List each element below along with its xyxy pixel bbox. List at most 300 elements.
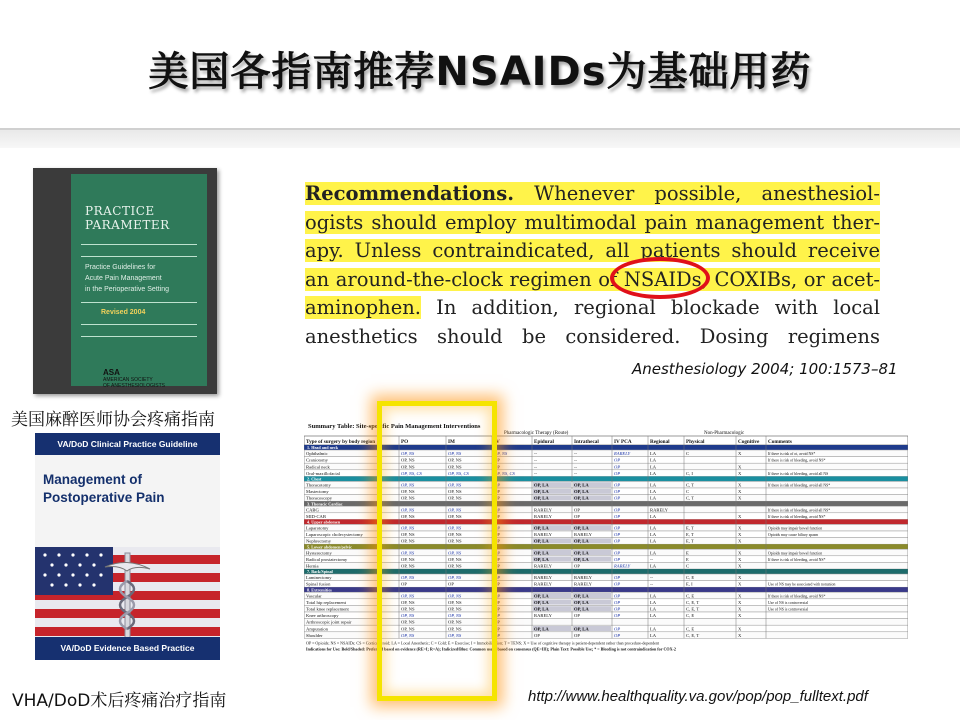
table-cell-text: OP: [448, 581, 454, 587]
table-cell-text: OP: [614, 538, 621, 544]
table-cell-text: OP, NS: [448, 613, 462, 619]
table-cell-text: If there is risk of bleeding, avoid NS*: [768, 514, 826, 519]
table-cell-text: Amputation: [306, 626, 328, 632]
table-cell-text: OP, NS: [448, 482, 462, 488]
table-cell-text: LA: [650, 464, 657, 470]
table-cell-text: Vascular: [306, 593, 322, 599]
table-cell-text: OP: [614, 550, 621, 556]
vadod-cover-title-line2: Postoperative Pain: [43, 490, 165, 505]
table-cell-text: OP, NS: [448, 451, 462, 457]
table-cell-text: OP, LA: [534, 606, 549, 612]
title-divider: [0, 128, 960, 148]
slide-title: 美国各指南推荐NSAIDs为基础用药: [148, 49, 812, 95]
excerpt-line: [305, 209, 880, 238]
vadod-guideline-cover: [35, 433, 220, 660]
table-cell-text: X: [738, 513, 742, 519]
pain-management-summary-table: [304, 420, 908, 668]
table-cell-text: OP: [494, 593, 501, 599]
flag-caduceus-image: [35, 547, 220, 639]
table-cell-text: OP, NS: [401, 457, 415, 463]
table-cell-text: LA: [650, 599, 657, 605]
table-cell-text: OP, NS: [401, 507, 415, 513]
table-cell-text: X: [738, 495, 742, 501]
table-cell-text: Hysterectomy: [306, 550, 332, 556]
table-header-cell: Type of surgery by body region: [306, 439, 376, 445]
table-cell-text: C, T: [686, 495, 695, 501]
table-cell-text: E, T: [686, 532, 694, 538]
cover-rule: [81, 256, 197, 257]
table-cell-text: OP: [614, 513, 621, 519]
table-cell-text: OP, LA: [574, 593, 589, 599]
table-cell-text: --: [574, 464, 578, 470]
table-cell-text: OP, NS: [401, 464, 415, 470]
table-cell-text: X: [738, 563, 742, 569]
table-cell-text: OP: [614, 464, 621, 470]
table-header-cell: IV PCA: [614, 439, 632, 445]
table-cell-text: OP, NS: [401, 482, 415, 488]
table-cell-text: LA: [650, 550, 657, 556]
cover-heading: [85, 204, 170, 232]
cover-rule: [81, 302, 197, 303]
cover-heading-line1: PRACTICE: [85, 204, 155, 218]
table-cell-text: OP, NS: [401, 563, 415, 569]
asa-logo-mark: ASA: [103, 368, 120, 377]
table-cell-text: OP, LA: [574, 550, 589, 556]
journal-citation: Anesthesiology 2004; 100:1573–81: [632, 360, 898, 378]
table-header-row: [304, 436, 908, 445]
table-cell-text: RARELY: [534, 563, 552, 569]
table-cell-text: C, E: [686, 626, 695, 632]
vadod-cover-title-line1: Management of: [43, 472, 143, 487]
table-cell-text: OP, NS: [401, 451, 415, 457]
excerpt-text: Whenever possible, anesthesiol-: [513, 182, 880, 205]
table-cell-text: LA: [650, 593, 657, 599]
table-cell-text: OP, NS: [494, 451, 508, 457]
table-cell-text: --: [650, 556, 654, 562]
table-cell-text: C: [686, 451, 690, 457]
table-cell-text: Opioids may cause biliary spasm: [768, 533, 819, 538]
table-cell-text: X: [738, 599, 742, 605]
table-cell-text: X: [738, 606, 742, 612]
table-cell-text: LA: [650, 632, 657, 638]
table-cell-text: LA: [650, 532, 657, 538]
table-row: [304, 612, 908, 619]
table-cell-text: RARELY: [574, 581, 592, 587]
table-cell-text: OP: [614, 575, 621, 581]
table-cell-text: X: [738, 550, 742, 556]
table-cell-text: OP, NS: [401, 550, 415, 556]
table-cell-text: Radical neck: [306, 464, 330, 470]
table-section-band: [304, 569, 908, 574]
excerpt-highlight: an around-the-clock regimen of NSAIDs, COXIBs, or acet-: [305, 267, 880, 291]
table-cell-text: OP, LA: [534, 593, 549, 599]
table-cell-text: OP: [494, 550, 501, 556]
excerpt-line: [305, 323, 880, 352]
table-cell-text: OP, NS: [401, 489, 415, 495]
table-cell-text: Laparotomy: [306, 525, 329, 531]
table-cell-text: LA: [650, 626, 657, 632]
table-cell-text: C, E, T: [686, 606, 700, 612]
table-cell-text: RARELY: [534, 513, 552, 519]
table-cell-text: --: [574, 470, 578, 476]
table-cell-text: If there is risk of bleeding, avoid all NS*: [768, 483, 831, 488]
table-section-label: 7. Back/Spinal: [307, 569, 333, 575]
excerpt-highlight: ogists should employ multimodal pain management ther-: [305, 210, 880, 234]
table-cell-text: --: [574, 451, 578, 457]
table-cell-text: OP: [614, 470, 621, 476]
vadod-cover-footer: VA/DoD Evidence Based Practice: [35, 637, 220, 660]
table-cell-text: If there is risk of ot, avoid NS*: [768, 452, 816, 457]
table-cell-text: OP, NS: [448, 626, 462, 632]
cover-rule: [81, 324, 197, 325]
table-cell-text: OP, NS: [401, 613, 415, 619]
table-cell-text: OP, LA: [534, 482, 549, 488]
table-header-cell: IM: [448, 439, 455, 445]
vadod-cover-header: VA/DoD Clinical Practice Guideline: [35, 433, 220, 455]
table-cell-text: Mastectomy: [306, 489, 329, 495]
excerpt-line: [305, 237, 880, 266]
table-cell-text: Laminectomy: [306, 575, 332, 581]
table-cell-text: Thoracoscopy: [306, 495, 333, 501]
table-cell-text: X: [738, 489, 742, 495]
table-cell-text: RARELY: [534, 507, 552, 513]
table-header-cell: Intrathecal: [574, 439, 599, 445]
table-cell-text: LA: [650, 470, 657, 476]
table-cell-text: OP: [494, 619, 500, 625]
table-cell-text: RARELY: [534, 532, 552, 538]
recommendation-excerpt: [305, 180, 880, 351]
table-cell-text: OP: [494, 606, 500, 612]
cover-heading-line2: PARAMETER: [85, 218, 170, 232]
table-cell-text: OP: [614, 482, 621, 488]
table-row: [304, 463, 908, 470]
excerpt-line: [305, 180, 880, 209]
table-cell-text: OP: [574, 632, 580, 638]
table-cell-text: OP: [614, 556, 621, 562]
table-cell-text: --: [574, 457, 578, 463]
asa-guideline-caption: 美国麻醉医师协会疼痛指南: [11, 410, 215, 430]
table-cell-text: OP, NS: [448, 606, 462, 612]
table-cell-text: OP: [614, 525, 621, 531]
table-cell-text: LA: [650, 457, 657, 463]
table-row: [304, 619, 908, 626]
table-cell-text: OP, LA: [574, 489, 589, 495]
table-header-cell: PO: [401, 439, 409, 445]
table-cell-text: Total knee replacement: [306, 606, 349, 612]
table-section-label: 5. Lower abdomen/pelvic: [307, 544, 352, 550]
table-cell-text: OP, NS: [401, 575, 415, 581]
table-cell-text: OP, NS, CS: [494, 470, 515, 476]
vadod-cover-title: [43, 471, 165, 507]
table-cell-text: OP, NS: [401, 525, 415, 531]
table-cell-text: OP, LA: [534, 550, 549, 556]
table-cell-text: --: [534, 464, 538, 470]
table-cell-text: OP: [494, 532, 500, 538]
table-cell-text: OP, LA: [534, 599, 549, 605]
table-cell-text: LA: [650, 563, 657, 569]
table-cell-text: OP: [574, 507, 580, 513]
table-row: [304, 562, 908, 569]
table-header-cell: Regional: [650, 439, 670, 445]
table-section-label: 8. Extremities: [307, 587, 332, 593]
table-cell-text: LA: [650, 538, 657, 544]
table-cell-text: OP: [574, 563, 580, 569]
table-cell-text: OP: [494, 626, 500, 632]
table-cell-text: OP: [494, 538, 500, 544]
table-cell-text: OP: [494, 632, 501, 638]
table-cell-text: OP: [614, 507, 621, 513]
table-cell-text: OP, NS, CS: [401, 470, 422, 476]
table-cell-text: Craniotomy: [306, 457, 328, 463]
asa-logo: [103, 370, 165, 389]
table-cell-text: OP, LA: [534, 538, 549, 544]
table-cell-text: OP: [494, 599, 500, 605]
excerpt-bold-lead: Recommendations.: [305, 182, 514, 205]
cover-subtitle-line2: Acute Pain Management: [85, 275, 162, 282]
table-cell-text: OP, LA: [574, 495, 589, 501]
table-cell-text: X: [738, 613, 742, 619]
table-header-cell: Physical: [686, 439, 705, 445]
table-cell-text: LA: [650, 451, 657, 457]
table-cell-text: OP, NS: [401, 532, 415, 538]
table-cell-text: OP: [614, 626, 621, 632]
table-title: Summary Table: Site-specific Pain Management Interventions: [308, 423, 481, 430]
table-section-band: [304, 544, 908, 549]
table-cell-text: Radical prostatectomy: [306, 556, 348, 562]
table-section-band: [304, 445, 908, 450]
table-cell-text: OP: [494, 513, 500, 519]
cover-rule: [81, 336, 197, 337]
table-cell-text: OP, LA: [534, 556, 549, 562]
table-cell-text: RARELY: [534, 613, 552, 619]
table-cell-text: OP: [494, 489, 500, 495]
table-section-band: [304, 501, 908, 506]
table-cell-text: OP: [614, 593, 621, 599]
table-cell-text: OP, NS: [401, 626, 415, 632]
table-cell-text: OP, NS: [401, 632, 415, 638]
table-cell-text: OP, NS: [448, 464, 462, 470]
excerpt-text: anesthetics should be considered. Dosing regimens: [305, 324, 880, 348]
table-cell-text: OP: [494, 457, 500, 463]
table-cell-text: Total hip replacement: [306, 599, 346, 605]
table-cell-text: X: [738, 538, 742, 544]
table-cell-text: OP, NS: [448, 489, 462, 495]
table-group-header: Pharmacologic Therapy (Route): [504, 431, 569, 436]
table-cell-text: OP: [614, 632, 621, 638]
excerpt-text: In addition, regional blockade with local: [421, 296, 880, 319]
table-cell-text: OP, NS: [401, 606, 415, 612]
table-cell-text: OP, NS: [401, 538, 415, 544]
excerpt-line: [305, 266, 880, 295]
cover-subtitle-line1: Practice Guidelines for: [85, 264, 156, 271]
table-cell-text: Spinal fusion: [306, 581, 331, 587]
table-cell-text: OP: [614, 613, 621, 619]
cover-subtitle-line3: in the Perioperative Setting: [85, 286, 170, 293]
table-cell-text: C, E: [686, 593, 695, 599]
table-header-cell: IV: [494, 439, 500, 445]
table-cell-text: Shoulder: [306, 632, 323, 638]
table-cell-text: OP: [614, 599, 621, 605]
table-header-cell: Comments: [768, 439, 792, 445]
table-cell-text: X: [738, 593, 742, 599]
table-cell-text: Thoracotomy: [306, 482, 331, 488]
table-cell-text: OP: [494, 613, 501, 619]
table-cell-text: C, E, T: [686, 632, 700, 638]
table-cell-text: --: [534, 470, 538, 476]
cover-rule: [81, 244, 197, 245]
table-cell-text: OP: [614, 489, 621, 495]
table-cell-text: Use of NS is controversial: [768, 607, 809, 612]
table-cell-text: OP, LA: [534, 495, 549, 501]
table-cell-text: X: [738, 451, 742, 457]
asa-guideline-cover: [33, 168, 217, 394]
table-cell-text: OP: [614, 606, 621, 612]
table-cell-text: RARELY: [614, 563, 631, 569]
table-cell-text: OP, NS: [448, 525, 462, 531]
table-cell-text: OP: [574, 513, 580, 519]
excerpt-highlight: [305, 182, 880, 205]
table-cell-text: OP, NS: [401, 513, 415, 519]
table-row: [304, 450, 908, 457]
table-cell-text: Knee arthroscopy: [306, 613, 339, 619]
table-cell-text: Nephrectomy: [306, 538, 332, 544]
table-cell-text: C, T: [686, 482, 695, 488]
summary-table-grid: [304, 420, 908, 668]
table-cell-text: --: [650, 581, 654, 587]
table-cell-text: OP, LA: [534, 626, 549, 632]
table-cell-text: OP, NS: [448, 575, 462, 581]
source-url: http://www.healthquality.va.gov/pop/pop_fulltext.pdf: [528, 688, 868, 705]
cover-panel: [71, 174, 207, 389]
table-section-label: 4. Upper abdomen: [307, 519, 341, 525]
vadod-guideline-caption: VHA/DoD术后疼痛治疗指南: [12, 691, 227, 711]
table-cell-text: OP, NS: [448, 599, 462, 605]
table-cell-text: OP: [614, 457, 621, 463]
table-cell-text: X: [738, 532, 742, 538]
table-cell-text: OP: [494, 495, 500, 501]
table-cell-text: OP: [494, 464, 500, 470]
table-cell-text: OP: [614, 581, 621, 587]
table-cell-text: C, E: [686, 575, 695, 581]
table-cell-text: OP: [494, 556, 500, 562]
table-cell-text: CABG: [306, 507, 319, 513]
table-cell-text: OP, NS: [448, 532, 462, 538]
table-cell-text: OP, LA: [574, 556, 589, 562]
table-section-band: [304, 476, 908, 481]
table-cell-text: C, E: [686, 613, 695, 619]
table-cell-text: RARELY: [650, 507, 668, 513]
table-header-cell: Epidural: [534, 439, 554, 445]
table-cell-text: --: [650, 575, 654, 581]
table-cell-text: RARELY: [574, 575, 592, 581]
table-cell-text: OP: [494, 581, 500, 587]
table-cell-text: E, T: [686, 525, 694, 531]
cover-revised: Revised 2004: [101, 309, 146, 316]
table-footnote: Indications for Use: Bold/Shaded: Preferred based on evidence (RE=I; R=A); Italicized/Blue: Common usage based on consensus (QE=III); Plain Text: Possible Use; * = Bleeding is not contraindication for COX-2: [306, 646, 676, 652]
table-cell-text: X: [738, 464, 742, 470]
table-cell-text: LA: [650, 525, 657, 531]
table-cell-text: Use of NS is controversial: [768, 600, 809, 605]
table-cell-text: E, I: [686, 581, 693, 587]
table-header-cell: Cognitive: [738, 439, 760, 445]
table-cell-text: OP, LA: [534, 489, 549, 495]
asa-logo-text1: AMERICAN SOCIETY: [103, 377, 153, 383]
table-cell-text: OP, LA: [574, 599, 589, 605]
table-cell-text: OP, NS: [448, 593, 462, 599]
table-cell-text: Opioids may impair bowel function: [768, 526, 823, 531]
table-cell-text: LA: [650, 495, 657, 501]
table-cell-text: E: [686, 556, 689, 562]
table-cell-text: C: [686, 489, 690, 495]
table-cell-text: LA: [650, 482, 657, 488]
table-cell-text: OP, NS: [401, 619, 415, 625]
table-cell-text: E, T: [686, 538, 694, 544]
cover-subtitle: [85, 262, 169, 295]
table-cell-text: Ophthalmic: [306, 451, 328, 457]
table-cell-text: X: [738, 575, 742, 581]
table-cell-text: OP, NS: [448, 538, 462, 544]
table-cell-text: OP, NS: [401, 599, 415, 605]
table-cell-text: OP: [494, 575, 501, 581]
nsaids-circle-annotation: [610, 257, 710, 299]
table-cell-text: If there is risk of bleeding, avoid all NS: [768, 471, 829, 476]
table-cell-text: Opioids may impair bowel function: [768, 551, 823, 556]
table-cell-text: OP: [494, 482, 501, 488]
table-cell-text: If there is risk of bleeding, avoid NS*: [768, 557, 826, 562]
table-cell-text: OP, NS: [448, 632, 462, 638]
table-cell-text: C, E, T: [686, 599, 700, 605]
table-cell-text: If there is risk of bleeding, avoid NS*: [768, 594, 826, 599]
table-cell-text: X: [738, 556, 742, 562]
table-cell-text: OP, NS, CS: [448, 470, 469, 476]
table-cell-text: If there is risk of bleeding, avoid NS*: [768, 458, 826, 463]
table-cell-text: OP, NS: [448, 619, 462, 625]
table-cell-text: OP, NS: [401, 593, 415, 599]
table-cell-text: OP, NS: [401, 556, 415, 562]
table-group-header: Non-Pharmacologic: [704, 431, 745, 436]
table-cell-text: C, I: [686, 470, 693, 476]
table-cell-text: X: [738, 470, 742, 476]
table-cell-text: LA: [650, 489, 657, 495]
table-section-label: 1. Head and neck: [307, 445, 338, 451]
table-cell-text: E: [686, 550, 689, 556]
excerpt-highlight: apy. Unless contraindicated, all patients should receive: [305, 239, 880, 262]
table-cell-text: RARELY: [614, 451, 631, 457]
table-cell-text: Hernia: [306, 563, 319, 569]
table-cell-text: OP: [494, 563, 500, 569]
table-cell-text: OP, LA: [534, 525, 549, 531]
table-cell-text: C: [686, 563, 690, 569]
table-section-label: 3. Thoracic Cardiac: [307, 501, 343, 507]
table-cell-text: Arthroscopic joint repair: [306, 619, 352, 625]
table-cell-text: OP, NS: [448, 507, 462, 513]
table-cell-text: --: [534, 457, 538, 463]
table-cell-text: RARELY: [534, 581, 552, 587]
table-cell-text: Oral-maxillofacial: [306, 470, 340, 476]
table-cell-text: OP, NS: [448, 457, 462, 463]
table-section-band: [304, 519, 908, 524]
table-cell-text: --: [534, 451, 538, 457]
table-cell-text: OP, LA: [574, 538, 589, 544]
table-cell-text: OP, NS: [448, 556, 462, 562]
table-cell-text: Laparoscopic cholecystectomy: [306, 532, 363, 538]
table-section-band: [304, 587, 908, 592]
table-cell-text: OP, NS: [401, 495, 415, 501]
table-cell-text: OP: [494, 525, 501, 531]
table-cell-text: X: [738, 632, 742, 638]
table-cell-text: X: [738, 581, 742, 587]
table-cell-text: LA: [650, 613, 657, 619]
